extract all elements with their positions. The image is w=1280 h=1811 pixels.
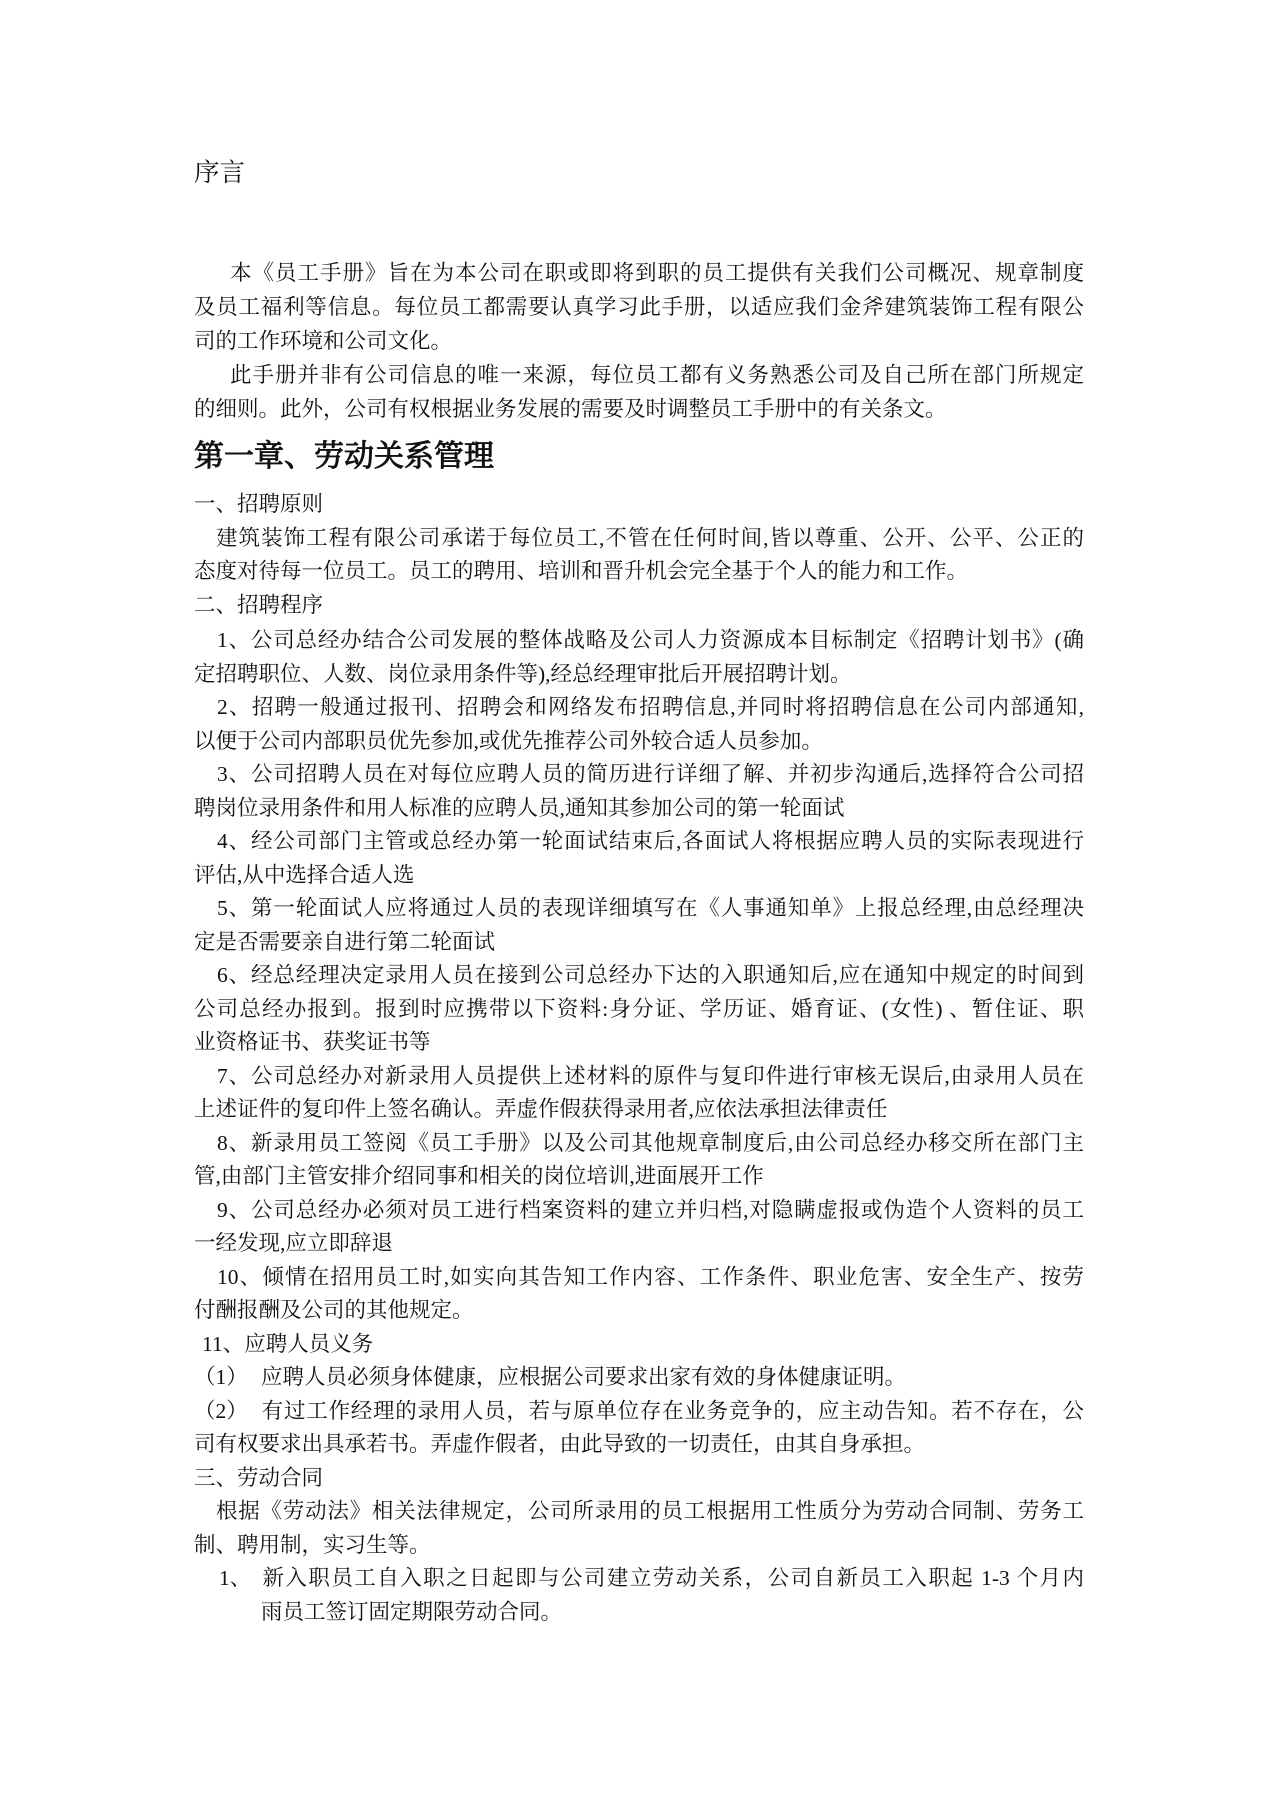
step-line: 管,由部门主管安排介绍同事和相关的岗位培训,进面展开工作 xyxy=(194,1164,764,1188)
step-line: 定是否需要亲自进行第二轮面试 xyxy=(194,929,496,954)
duty-line xyxy=(194,1361,1084,1395)
step-line: 定招聘职位、人数、岗位录用条件等),经总经理审批后开展招聘计划。 xyxy=(194,661,852,686)
preface-paragraph xyxy=(194,358,1084,426)
section-labor-contract xyxy=(194,1462,1084,1630)
step-line: 付酬报酬及公司的其他规定。 xyxy=(194,1298,474,1322)
paragraph-line: 制、聘用制，实习生等。 xyxy=(194,1532,431,1557)
list-item xyxy=(194,959,1084,1060)
list-item xyxy=(194,1127,1084,1194)
step-line: 公司总经办报到。报到时应携带以下资料:身分证、学历证、婚育证、(女性) 、暂住证、职 xyxy=(194,996,1084,1021)
section-heading: 二、招聘程序 xyxy=(194,592,324,617)
step-line: 9、公司总经办必须对员工进行档案资料的建立并归档,对隐瞒虚报或伪造个人资料的员工 xyxy=(217,1197,1084,1222)
step-line: 10、倾情在招用员工时,如实向其告知工作内容、工作条件、职业危害、安全生产、按劳 xyxy=(217,1264,1084,1289)
preface-paragraph xyxy=(194,256,1084,358)
list-item xyxy=(194,758,1084,825)
step-line: 3、公司招聘人员在对每位应聘人员的简历进行详细了解、并初步沟通后,选择符合公司招 xyxy=(217,762,1084,786)
list-item xyxy=(194,624,1084,691)
document-content xyxy=(194,155,1084,1629)
step-line: 聘岗位录用条件和用人标准的应聘人员,通知其参加公司的第一轮面试 xyxy=(194,795,845,820)
preface-line: 的细则。此外，公司有权根据业务发展的需要及时调整员工手册中的有关条文。 xyxy=(194,397,947,421)
duty-text: 应聘人员必须身体健康，应根据公司要求出家有效的身体健康证明。 xyxy=(261,1365,907,1389)
list-item xyxy=(194,892,1084,959)
paragraph-line: 建筑装饰工程有限公司承诺于每位员工,不管在任何时间,皆以尊重、公开、公平、公正的 xyxy=(216,525,1084,550)
step-line: 2、招聘一般通过报刊、招聘会和网络发布招聘信息,并同时将招聘信息在公司内部通知, xyxy=(217,695,1084,719)
preface-line: 及员工福利等信息。每位员工都需要认真学习此手册，以适应我们金斧建筑装饰工程有限公 xyxy=(194,295,1084,319)
preface-line: 此手册并非有公司信息的唯一来源，每位员工都有义务熟悉公司及自己所在部门所规定 xyxy=(230,363,1084,387)
duty-text: 有过工作经理的录用人员，若与原单位存在业务竞争的，应主动告知。若不存在，公 xyxy=(261,1398,1084,1423)
preface-title: 序言 xyxy=(194,158,246,187)
duty-label: （1） xyxy=(194,1365,248,1389)
step-line: 7、公司总经办对新录用人员提供上述材料的原件与复印件进行审核无误后,由录用人员在 xyxy=(217,1063,1084,1088)
list-item xyxy=(194,825,1084,892)
paragraph-line: 根据《劳动法》相关法律规定，公司所录用的员工根据用工性质分为劳动合同制、劳务工 xyxy=(216,1499,1084,1523)
list-item xyxy=(194,1261,1084,1328)
duty-line xyxy=(194,1395,1084,1429)
step-line: 8、新录用员工签阅《员工手册》以及公司其他规章制度后,由公司总经办移交所在部门主 xyxy=(217,1130,1084,1155)
applicant-duties-heading: 11、应聘人员义务 xyxy=(202,1331,374,1356)
contract-list-item xyxy=(194,1562,1084,1629)
step-line: 6、经总经理决定录用人员在接到公司总经办下达的入职通知后,应在通知中规定的时间到 xyxy=(217,963,1084,987)
list-number: 1、 xyxy=(219,1566,252,1590)
step-line: 以便于公司内部职员优先参加,或优先推荐公司外较合适人员参加。 xyxy=(194,728,823,753)
paragraph-line: 态度对待每一位员工。员工的聘用、培训和晋升机会完全基于个人的能力和工作。 xyxy=(194,559,969,583)
duty-label: （2） xyxy=(194,1398,248,1423)
section-recruitment-principles xyxy=(194,488,1084,589)
step-line: 业资格证书、获奖证书等 xyxy=(194,1030,431,1054)
step-line: 4、经公司部门主管或总经办第一轮面试结束后,各面试人将根据应聘人员的实际表现进行 xyxy=(217,829,1084,853)
step-line: 1、公司总经办结合公司发展的整体战略及公司人力资源成本目标制定《招聘计划书》(确 xyxy=(217,628,1084,652)
section-heading: 一、招聘原则 xyxy=(194,492,324,516)
preface-line: 本《员工手册》旨在为本公司在职或即将到职的员工提供有关我们公司概况、规章制度 xyxy=(230,261,1084,285)
applicant-duties xyxy=(194,1328,1084,1462)
chapter-title: 第一章、劳动关系管理 xyxy=(194,440,494,473)
recruitment-steps-list xyxy=(194,624,1084,1328)
contract-line: 雨员工签订固定期限劳动合同。 xyxy=(261,1599,563,1624)
step-line: 上述证件的复印件上签名确认。弄虚作假获得录用者,应依法承担法律责任 xyxy=(194,1097,888,1121)
duty-item xyxy=(194,1361,1084,1395)
chapter-body xyxy=(194,488,1084,1629)
section-recruitment-procedure xyxy=(194,589,1084,1462)
preface-section xyxy=(194,256,1084,426)
contract-line xyxy=(194,1562,1084,1596)
list-item xyxy=(194,1194,1084,1261)
step-line: 一经发现,应立即辞退 xyxy=(194,1231,393,1255)
duty-item xyxy=(194,1395,1084,1462)
list-item xyxy=(194,1060,1084,1127)
list-item xyxy=(194,691,1084,758)
section-heading: 三、劳动合同 xyxy=(194,1465,324,1490)
preface-line: 司的工作环境和公司文化。 xyxy=(194,329,453,353)
duty-line: 司有权要求出具承若书。弄虚作假者，由此导致的一切责任，由其自身承担。 xyxy=(194,1432,926,1456)
step-line: 5、第一轮面试人应将通过人员的表现详细填写在《人事通知单》上报总经理,由总经理决 xyxy=(217,896,1084,920)
contract-text: 新入职员工自入职之日起即与公司建立劳动关系，公司自新员工入职起 1-3 个月内 xyxy=(261,1566,1084,1590)
step-line: 评估,从中选择合适人选 xyxy=(194,862,415,887)
